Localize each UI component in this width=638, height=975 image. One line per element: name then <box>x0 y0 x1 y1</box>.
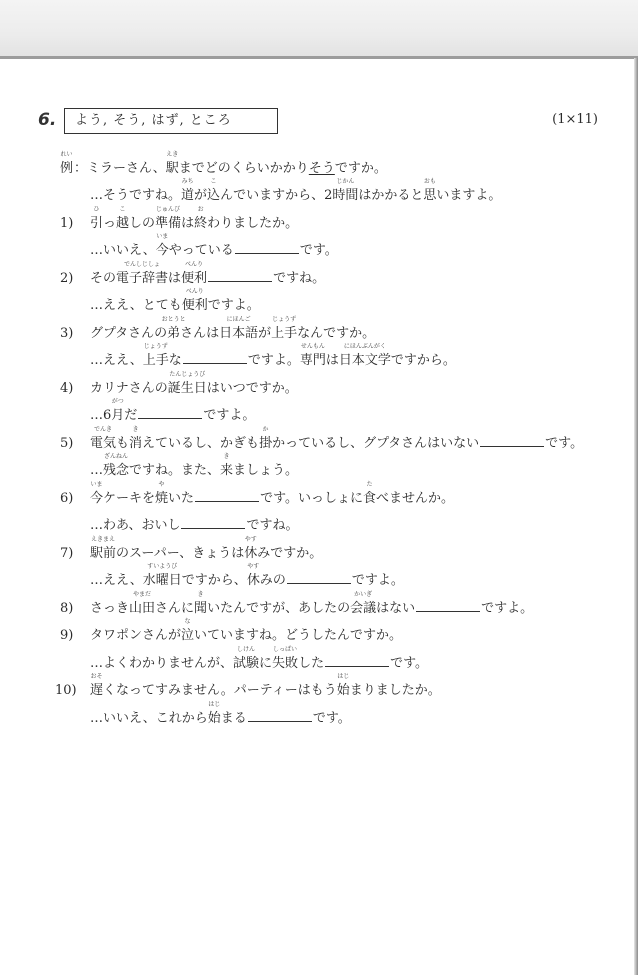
question-7: 7) 駅前 えきまえ のスーパー、きょうは休 やす みですか。 <box>60 535 323 561</box>
answer-4: …6月 がつ だ ですよ。 <box>90 398 256 423</box>
answer-1: …いいえ、今 いま やっている です。 <box>90 233 338 258</box>
question-4: 4) カリナさんの誕生日 たんじょうび はいつですか。 <box>60 370 298 396</box>
answer-blank[interactable] <box>416 601 480 612</box>
example-underlined-answer: そう <box>308 160 335 176</box>
answer-5: …残念 ざんねん ですね。また、来 き ましょう。 <box>90 453 299 478</box>
scan-page-edge <box>0 56 638 59</box>
example-answer: …そうですね。道 みち が込 こ んでいますから、2時間 じかん はかかると思 おも いますよ。 <box>90 178 502 203</box>
question-1: 1) 引 ひ っ越 こ しの準備 じゅんび は終 お わりましたか。 <box>60 205 299 231</box>
answer-6: …わあ、おいし ですね。 <box>90 518 299 533</box>
answer-2: …ええ、とても便利 べんり ですよ。 <box>90 288 260 313</box>
answer-blank[interactable] <box>235 243 299 254</box>
answer-3: …ええ、上手 じょうず な ですよ。専門 せんもん は日本文学 にほんぶんがく ですから。 <box>90 343 456 368</box>
question-3: 3) グプタさんの弟 おとうと さんは日本語 にほんご が上手 じょうず なんですか。 <box>60 315 376 341</box>
section-header <box>38 108 598 138</box>
answer-blank[interactable] <box>195 491 259 502</box>
answer-blank[interactable] <box>208 271 272 282</box>
question-2: 2) その電子辞書 でんしじしょ は便利 べんり ですね。 <box>60 260 326 286</box>
question-10: 10) 遅 おそ くなってすみません。パーティーはもう始 はじ まりましたか。 <box>55 673 441 698</box>
scan-right-edge <box>634 58 638 975</box>
exercise-content <box>55 150 600 730</box>
answer-blank[interactable] <box>183 353 247 364</box>
answer-blank[interactable] <box>287 573 351 584</box>
question-9: 9) タワポンさんが泣 な いていますね。どうしたんですか。 <box>60 618 403 643</box>
question-6: 6) 今 いま ケーキを焼 や いた です。いっしょに食 た べませんか。 <box>60 480 455 506</box>
score-label: (1×11) <box>552 112 598 127</box>
answer-blank[interactable] <box>181 518 245 529</box>
section-number: 6. <box>38 110 57 130</box>
question-5: 5) 電気 でんき も消 き えているし、かぎも掛 か かっているし、グプタさんはいない です。 <box>60 425 584 451</box>
answer-blank[interactable] <box>325 656 389 667</box>
answer-blank[interactable] <box>248 711 312 722</box>
scan-top-margin <box>0 0 638 58</box>
answer-blank[interactable] <box>138 408 202 419</box>
example-question: 例 れい ：ミラーさん、駅 えき までどのくらいかかりそうですか。 <box>60 150 387 176</box>
answer-7: …ええ、水曜日 すいようび ですから、休 やす みの ですよ。 <box>90 563 404 588</box>
answer-10: …いいえ、これから始 はじ まる です。 <box>90 700 351 726</box>
answer-9: …よくわかりませんが、試験 しけん に失敗 しっぱい した です。 <box>90 645 429 671</box>
answer-blank[interactable] <box>480 436 544 447</box>
question-8: 8) さっき山田 やまだ さんに聞 き いたんですが、あしたの会議 かいぎ はない ですよ。 <box>60 590 534 616</box>
section-title: よう, そう, はず, ところ <box>64 108 278 134</box>
